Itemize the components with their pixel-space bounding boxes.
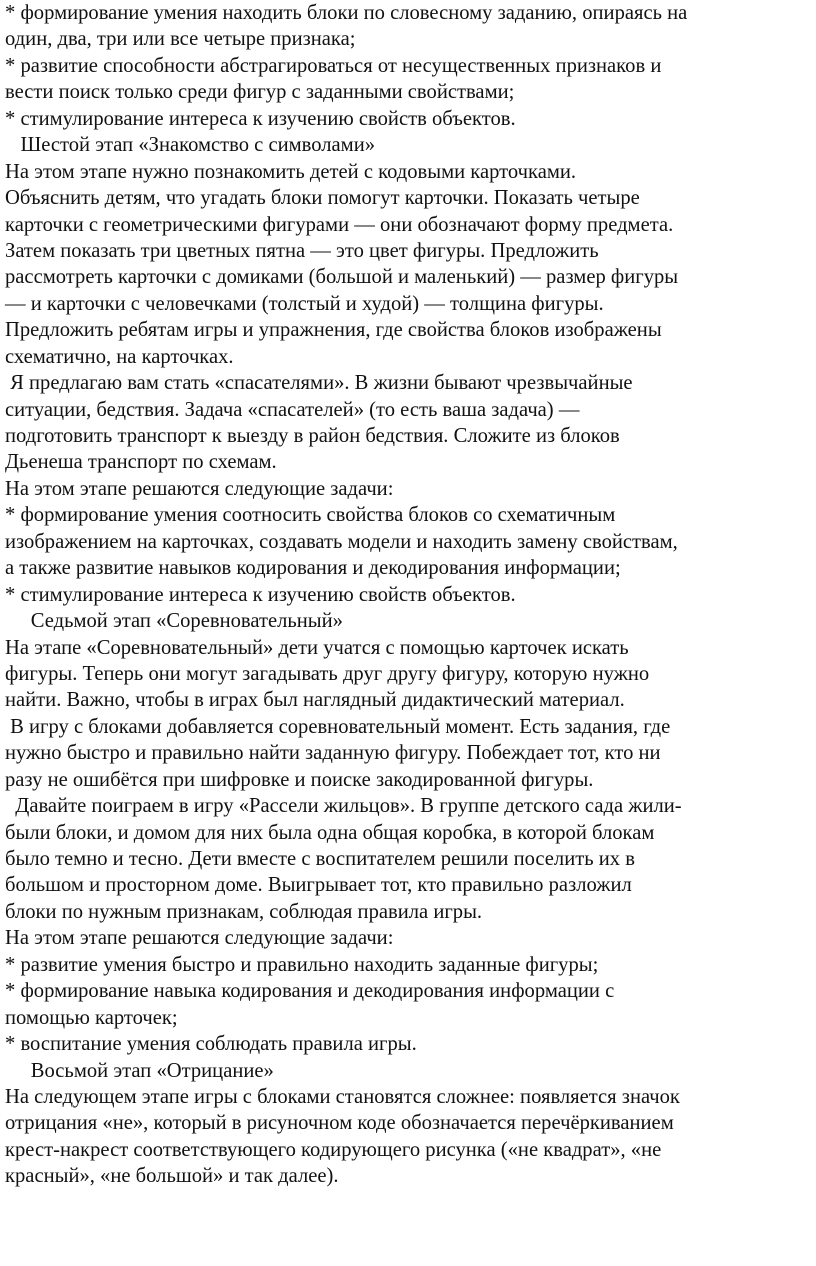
text-line: найти. Важно, чтобы в играх был наглядный дидактический материал. [5, 689, 625, 712]
text-line: большом и просторном доме. Выигрывает тот, кто правильно разложил [5, 874, 632, 897]
text-line: Давайте поиграем в игру «Рассели жильцов». В группе детского сада жили- [5, 795, 682, 818]
text-line: один, два, три или все четыре признака; [5, 28, 356, 51]
text-line: Дьенеша транспорт по схемам. [5, 451, 277, 474]
text-line: * воспитание умения соблюдать правила игры. [5, 1033, 417, 1056]
text-line: рассмотреть карточки с домиками (большой и маленький) — размер фигуры [5, 266, 679, 289]
text-line: На этом этапе нужно познакомить детей с кодовыми карточками. [5, 160, 577, 183]
text-line: На этом этапе решаются следующие задачи: [5, 927, 394, 950]
text-line: блоки по нужным признакам, соблюдая правила игры. [5, 900, 483, 923]
text-line: * развитие способности абстрагироваться от несущественных признаков и [5, 54, 662, 77]
text-line: Объяснить детям, что угадать блоки помогут карточки. Показать четыре [5, 187, 640, 210]
section-heading-stage-8: Восьмой этап «Отрицание» [5, 1059, 274, 1082]
text-line: отрицания «не», который в рисуночном коде обозначается перечёркиванием [5, 1112, 674, 1135]
text-line: подготовить транспорт к выезду в район бедствия. Сложите из блоков [5, 425, 620, 447]
text-line: — и карточки с человечками (толстый и худой) — толщина фигуры. [5, 292, 604, 315]
text-line: Я предлагаю вам стать «спасателями». В жизни бывают чрезвычайные [5, 372, 633, 395]
text-line: * формирование навыка кодирования и декодирования информации с [5, 980, 615, 1003]
text-line: В игру с блоками добавляется соревновательный момент. Есть задания, где [5, 715, 671, 738]
text-line: помощью карточек; [5, 1006, 178, 1029]
text-line: Затем показать три цветных пятна — это цвет фигуры. Предложить [5, 239, 599, 262]
text-line: На следующем этапе игры с блоками становятся сложнее: появляется значок [5, 1085, 680, 1108]
text-line: были блоки, и домом для них была одна общая коробка, в которой блокам [5, 821, 655, 844]
section-heading-stage-6: Шестой этап «Знакомство с символами» [5, 134, 376, 157]
text-line: вести поиск только среди фигур с заданными свойствами; [5, 81, 515, 104]
text-line: изображением на карточках, создавать модели и находить замену свойствам, [5, 530, 678, 553]
text-line: * стимулирование интереса к изучению свойств объектов. [5, 107, 516, 130]
text-line: * стимулирование интереса к изучению свойств объектов. [5, 583, 516, 606]
text-line: Предложить ребятам игры и упражнения, где свойства блоков изображены [5, 319, 662, 342]
text-line: было темно и тесно. Дети вместе с воспитателем решили поселить их в [5, 848, 635, 870]
section-heading-stage-7: Седьмой этап «Соревновательный» [5, 610, 343, 633]
text-line: На этапе «Соревновательный» дети учатся с помощью карточек искать [5, 636, 629, 659]
text-line: фигуры. Теперь они могут загадывать друг другу фигуру, которую нужно [5, 662, 650, 685]
text-line: * развитие умения быстро и правильно находить заданные фигуры; [5, 953, 599, 976]
text-line: * формирование умения соотносить свойства блоков со схематичным [5, 504, 616, 527]
text-line: нужно быстро и правильно найти заданную фигуру. Побеждает тот, кто ни [5, 742, 661, 765]
text-line: ситуации, бедствия. Задача «спасателей» (то есть ваша задача) — [5, 398, 580, 421]
text-line: * формирование умения находить блоки по словесному заданию, опираясь на [5, 2, 688, 24]
text-line: а также развитие навыков кодирования и декодирования информации; [5, 557, 621, 580]
text-line: крест-накрест соответствующего кодирующего рисунка («не квадрат», «не [5, 1138, 662, 1161]
text-line: карточки с геометрическими фигурами — они обозначают форму предмета. [5, 213, 674, 236]
text-line: схематично, на карточках. [5, 345, 234, 368]
text-line: разу не ошибётся при шифровке и поиске закодированной фигуры. [5, 768, 594, 791]
text-line: На этом этапе решаются следующие задачи: [5, 477, 394, 500]
text-line: красный», «не большой» и так далее). [5, 1165, 339, 1188]
document-page [5, 0, 816, 1190]
